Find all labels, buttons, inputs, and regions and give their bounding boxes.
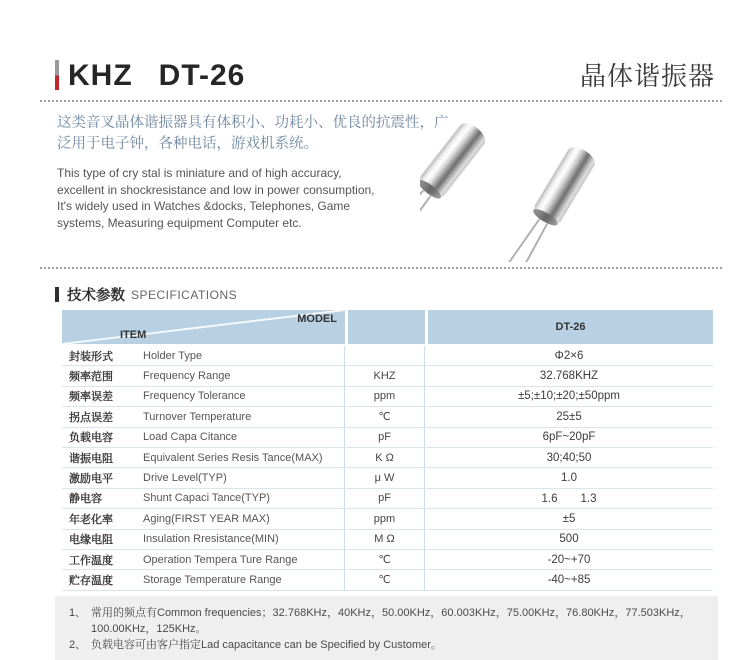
table-row <box>62 489 713 509</box>
divider-top <box>40 100 722 102</box>
spec-table <box>62 310 713 591</box>
divider-specs <box>40 267 722 269</box>
spec-label-cn: 频率范围 <box>69 371 113 384</box>
spec-item-cell <box>62 489 345 508</box>
spec-label-en: Load Capa Citance <box>143 431 238 444</box>
spec-item-cell <box>62 550 345 569</box>
spec-item-cell <box>62 570 345 589</box>
spec-unit: KHZ <box>345 366 425 385</box>
spec-label-en: Equivalent Series Resis Tance(MAX) <box>143 451 323 464</box>
model-name: DT-26 <box>158 59 246 92</box>
crystal-photo-2 <box>531 143 598 227</box>
spec-label-en: Insulation Rresistance(MIN) <box>143 533 279 546</box>
spec-unit: ppm <box>345 509 425 528</box>
note-number: 2、 <box>69 639 87 651</box>
spec-value: 25±5 <box>556 410 582 423</box>
spec-item-cell <box>62 346 345 365</box>
spec-unit: ℃ <box>345 570 425 589</box>
spec-value: 1.0 <box>561 472 577 485</box>
crystal-lead-icon <box>420 195 432 262</box>
table-row <box>62 428 713 448</box>
spec-label-en: Storage Temperature Range <box>143 573 282 586</box>
spec-unit <box>345 346 425 365</box>
note-item <box>69 605 704 637</box>
header-cell-unit <box>348 310 425 344</box>
note-item <box>69 637 704 653</box>
table-row <box>62 570 713 590</box>
table-row <box>62 509 713 529</box>
spec-label-en: Aging(FIRST YEAR MAX) <box>143 512 270 525</box>
spec-label-cn: 负载电容 <box>69 432 113 445</box>
crystal-body-icon <box>531 143 598 227</box>
spec-item-cell <box>62 366 345 385</box>
notes-box <box>55 596 718 660</box>
spec-label-en: Drive Level(TYP) <box>143 472 227 485</box>
table-row <box>62 366 713 386</box>
crystal-lead-icon <box>489 218 540 262</box>
header-cell-model-column: DT-26 <box>428 310 713 344</box>
header-cell-item-model <box>62 310 345 344</box>
table-row <box>62 346 713 366</box>
crystal-lead-icon <box>420 190 425 257</box>
intro-paragraph-en: This type of cry stal is miniature and of high accuracy, excellent in shockresistance and low in power consumption, It's widely used in Watches &docks, Telephones, Game systems, Measuring equipment Computer etc. <box>57 166 375 230</box>
crystal-photo-1 <box>420 119 489 201</box>
spec-item-cell <box>62 428 345 447</box>
spec-unit: ℃ <box>345 407 425 426</box>
spec-label-cn: 频率误差 <box>69 391 113 404</box>
header-label-item: ITEM <box>120 329 147 341</box>
spec-value: ±5 <box>562 512 576 525</box>
spec-item-cell <box>62 387 345 406</box>
spec-value: -20~+70 <box>547 553 591 566</box>
spec-label-cn: 激励电平 <box>69 473 113 486</box>
model-series: KHZ <box>68 59 133 92</box>
spec-label-cn: 电缘电阻 <box>69 534 113 547</box>
intro-paragraph-cn: 这类音叉晶体谐振器具有体积小、功耗小、优良的抗震性，广泛用于电子钟，各种电话，游戏机系统。 <box>57 115 449 152</box>
table-row <box>62 387 713 407</box>
spec-value: 1.6 1.3 <box>541 493 597 506</box>
spec-unit: K Ω <box>345 448 425 467</box>
spec-unit: pF <box>345 428 425 447</box>
spec-item-cell <box>62 448 345 467</box>
spec-item-cell <box>62 407 345 426</box>
spec-label-cn: 静电容 <box>69 493 102 506</box>
page-title <box>68 59 245 93</box>
spec-label-cn: 拐点误差 <box>69 411 113 424</box>
table-row <box>62 530 713 550</box>
note-text: 负载电容可由客户指定Lad capacitance can be Specified by Customer。 <box>91 639 442 651</box>
spec-value: -40~+85 <box>547 573 591 586</box>
spec-item-cell <box>62 530 345 549</box>
spec-value: 32.768KHZ <box>539 370 599 383</box>
spec-label-en: Operation Tempera Ture Range <box>143 553 298 566</box>
title-accent-bar-icon <box>55 60 59 90</box>
spec-table-body <box>62 346 713 591</box>
spec-label-en: Frequency Tolerance <box>143 390 246 403</box>
spec-item-cell <box>62 509 345 528</box>
table-row <box>62 407 713 427</box>
spec-unit: ℃ <box>345 550 425 569</box>
spec-label-cn: 贮存温度 <box>69 574 113 587</box>
note-number: 1、 <box>69 607 87 619</box>
spec-label-cn: 年老化率 <box>69 513 113 526</box>
section-title <box>55 284 237 305</box>
crystal-lead-icon <box>503 223 549 262</box>
spec-value: 6pF~20pF <box>542 431 596 444</box>
section-title-cn: 技术参数 <box>67 288 125 304</box>
spec-value: ±5;±10;±20;±50ppm <box>518 390 620 403</box>
spec-label-en: Holder Type <box>143 349 203 362</box>
category-title: 晶体谐振器 <box>579 61 715 91</box>
spec-value: Φ2×6 <box>554 349 584 362</box>
spec-value: 30;40;50 <box>546 451 592 464</box>
product-photos <box>420 116 720 262</box>
note-text: 常用的频点有Common frequencies；32.768KHz，40KHz，50.00KHz，60.003KHz，75.00KHz，76.80KHz，77.503KHz，100.00KHz，125KHz。 <box>91 607 691 635</box>
spec-unit: M Ω <box>345 530 425 549</box>
spec-unit: ppm <box>345 387 425 406</box>
spec-label-en: Frequency Range <box>143 370 231 383</box>
table-row <box>62 468 713 488</box>
spec-table-header <box>62 310 713 344</box>
spec-unit: μ W <box>345 468 425 487</box>
spec-label-cn: 工作温度 <box>69 554 113 567</box>
crystal-body-icon <box>420 119 489 201</box>
spec-label-en: Turnover Temperature <box>143 410 252 423</box>
spec-label-en: Shunt Capaci Tance(TYP) <box>143 492 270 505</box>
header-label-model: MODEL <box>297 313 337 325</box>
spec-label-cn: 谐振电阻 <box>69 452 113 465</box>
section-title-en: SPECIFICATIONS <box>131 287 238 302</box>
spec-value: 500 <box>559 533 579 546</box>
spec-unit: pF <box>345 489 425 508</box>
table-row <box>62 448 713 468</box>
page-header <box>55 56 715 93</box>
spec-item-cell <box>62 468 345 487</box>
section-accent-bar-icon <box>55 287 59 302</box>
spec-label-cn: 封装形式 <box>69 350 113 363</box>
table-row <box>62 550 713 570</box>
